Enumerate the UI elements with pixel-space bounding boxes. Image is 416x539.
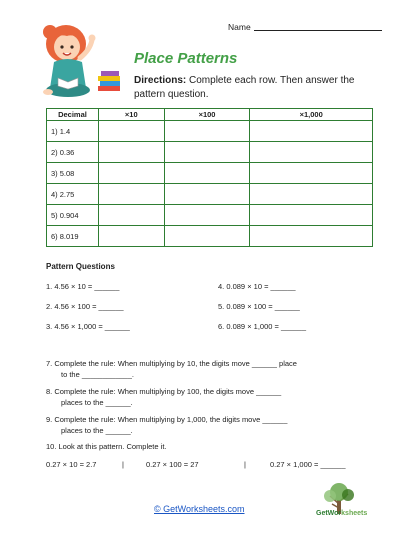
answer-cell[interactable] [250,226,373,247]
table-row [47,226,373,247]
directions-text: Complete each row. Then answer the pattern question. [134,75,355,100]
pattern-separator: | [122,460,124,469]
row-decimal: 6) 8.019 [47,226,99,247]
pattern-questions-heading: Pattern Questions [46,262,115,271]
column-header-times-10: ×10 [98,109,164,121]
answer-cell[interactable] [250,142,373,163]
question-7-line-1: 7. Complete the rule: When multiplying by 10, the digits move ______ place [46,359,297,368]
row-decimal: 3) 5.08 [47,163,99,184]
question-9 [46,414,364,436]
pattern-step-3: 0.27 × 1,000 = ______ [270,460,346,469]
answer-cell[interactable] [250,163,373,184]
answer-cell[interactable] [98,163,164,184]
question-8-line-2: places to the ______. [61,398,133,407]
table-row [47,121,373,142]
answer-cell[interactable] [164,205,250,226]
answer-cell[interactable] [164,163,250,184]
place-value-table [46,108,373,247]
question-3: 3. 4.56 × 1,000 = ______ [46,322,130,331]
question-10: 10. Look at this pattern. Complete it. [46,442,167,451]
table-row [47,163,373,184]
answer-cell[interactable] [98,121,164,142]
answer-cell[interactable] [98,226,164,247]
answer-cell[interactable] [250,184,373,205]
row-decimal: 1) 1.4 [47,121,99,142]
question-9-line-2: places to the ______. [61,426,133,435]
column-header-times-100: ×100 [164,109,250,121]
answer-cell[interactable] [98,184,164,205]
table-row [47,184,373,205]
question-8 [46,386,364,408]
answer-cell[interactable] [98,142,164,163]
row-decimal: 2) 0.36 [47,142,99,163]
answer-cell[interactable] [250,121,373,142]
girl-reading-illustration [36,22,124,102]
answer-cell[interactable] [250,205,373,226]
question-2: 2. 4.56 × 100 = ______ [46,302,124,311]
pattern-step-2: 0.27 × 100 = 27 [146,460,199,469]
worksheet-title: Place Patterns [134,50,238,67]
name-underline [254,30,382,31]
question-8-line-1: 8. Complete the rule: When multiplying by 100, the digits move ______ [46,387,282,396]
question-7 [46,358,364,380]
tree-logo-icon [310,482,370,524]
row-decimal: 4) 2.75 [47,184,99,205]
pattern-separator: | [244,460,246,469]
directions [134,74,374,102]
getworksheets-link[interactable]: © GetWorksheets.com [154,504,245,514]
pattern-step-1: 0.27 × 10 = 2.7 [46,460,97,469]
getworksheets-logo-text: GetWorksheets [316,510,368,517]
answer-cell[interactable] [164,142,250,163]
column-header-decimal: Decimal [47,109,99,121]
name-label: Name [228,22,251,32]
row-decimal: 5) 0.904 [47,205,99,226]
question-4: 4. 0.089 × 10 = ______ [218,282,296,291]
question-9-line-1: 9. Complete the rule: When multiplying by 1,000, the digits move ______ [46,415,288,424]
answer-cell[interactable] [98,205,164,226]
answer-cell[interactable] [164,121,250,142]
answer-cell[interactable] [164,226,250,247]
question-6: 6. 0.089 × 1,000 = ______ [218,322,306,331]
question-1: 1. 4.56 × 10 = ______ [46,282,120,291]
table-row [47,142,373,163]
question-7-line-2: to the ____________. [61,370,134,379]
question-5: 5. 0.089 × 100 = ______ [218,302,300,311]
name-field [228,22,382,32]
directions-label: Directions: [134,75,187,86]
column-header-times-1000: ×1,000 [250,109,373,121]
answer-cell[interactable] [164,184,250,205]
table-row [47,205,373,226]
